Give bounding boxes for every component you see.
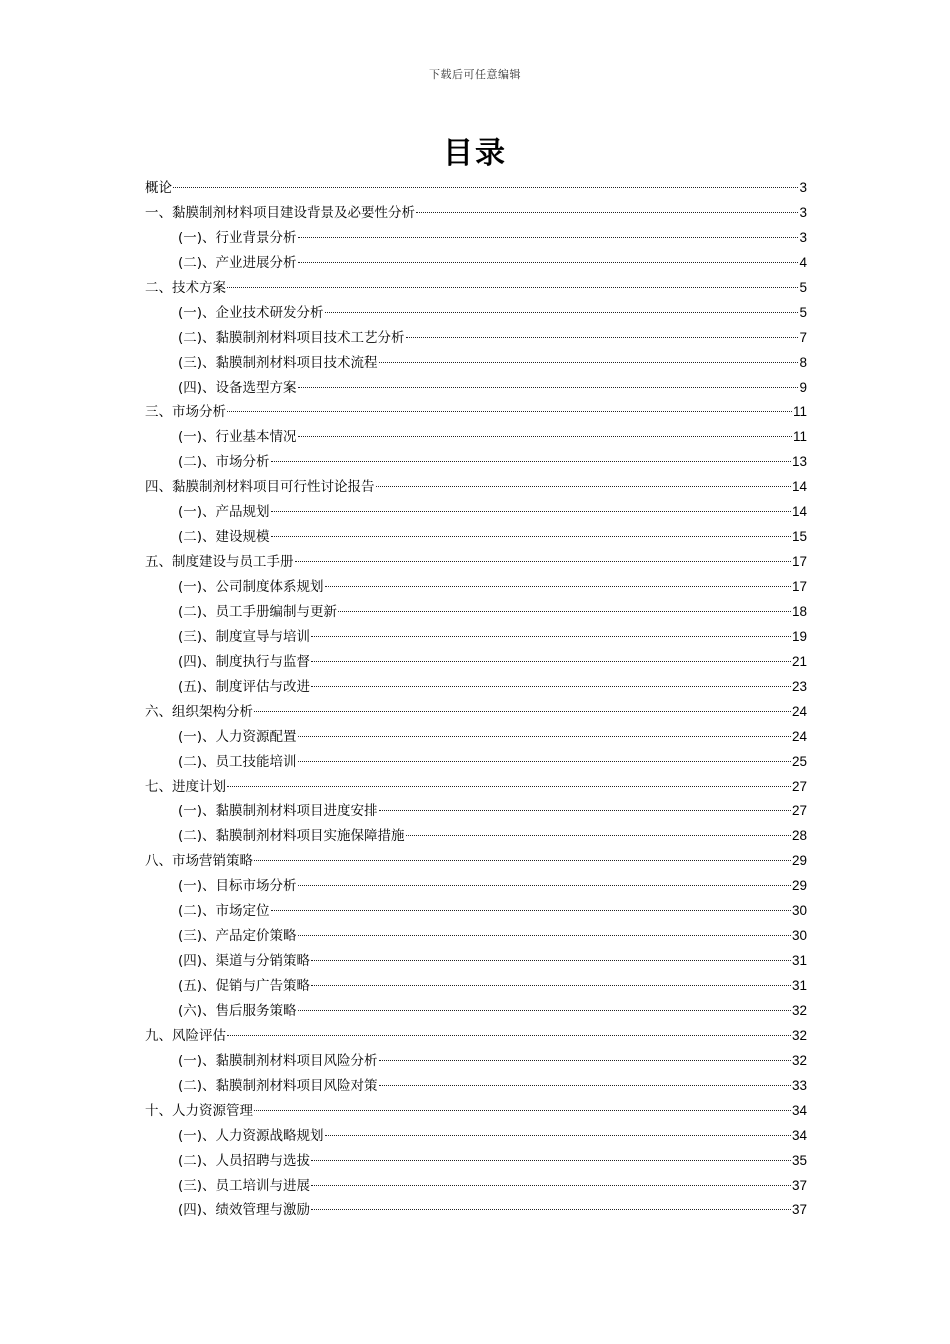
dot-leader	[379, 1085, 791, 1086]
toc-entry[interactable]	[145, 874, 807, 899]
toc-entry[interactable]	[145, 725, 807, 750]
dot-leader	[311, 1209, 791, 1210]
dot-leader	[298, 237, 799, 238]
dot-leader	[298, 736, 791, 737]
dot-leader	[298, 1010, 791, 1011]
toc-entry-label: (一)、人力资源战略规划	[178, 1127, 324, 1144]
toc-entry-page-number: 24	[791, 728, 807, 744]
toc-entry-page-number: 32	[791, 1002, 807, 1018]
toc-entry[interactable]	[145, 650, 807, 675]
toc-entry-page-number: 32	[791, 1052, 807, 1068]
toc-entry-page-number: 31	[791, 978, 807, 993]
toc-entry-label: (二)、员工技能培训	[178, 753, 297, 770]
toc-entry[interactable]	[145, 849, 807, 874]
dot-leader	[298, 262, 799, 263]
dot-leader	[298, 885, 791, 886]
toc-entry-page-number: 17	[791, 579, 807, 594]
dot-leader	[173, 187, 798, 188]
toc-entry-page-number: 9	[799, 379, 807, 395]
toc-entry-label: 四、黏膜制剂材料项目可行性讨论报告	[145, 479, 375, 496]
toc-entry-label: (一)、黏膜制剂材料项目风险分析	[178, 1052, 378, 1069]
toc-entry-label: 九、风险评估	[145, 1027, 226, 1044]
toc-entry[interactable]	[145, 176, 807, 201]
toc-entry[interactable]	[145, 824, 807, 849]
dot-leader	[227, 411, 792, 412]
toc-entry-page-number: 11	[792, 429, 807, 445]
dot-leader	[379, 810, 791, 811]
dot-leader	[298, 436, 792, 437]
toc-entry[interactable]	[145, 500, 807, 525]
toc-entry-label: 七、进度计划	[145, 778, 226, 795]
toc-entry-label: (四)、制度执行与监督	[178, 653, 311, 670]
toc-entry-page-number: 29	[791, 878, 807, 894]
toc-entry[interactable]	[145, 351, 807, 376]
toc-entry-label: (一)、公司制度体系规划	[178, 579, 324, 595]
toc-entry-page-number: 5	[799, 304, 807, 320]
toc-entry-label: (五)、促销与广告策略	[178, 978, 311, 994]
toc-entry[interactable]	[145, 226, 807, 251]
toc-entry[interactable]	[145, 400, 807, 425]
toc-entry[interactable]	[145, 376, 807, 401]
toc-entry-label: (二)、人员招聘与选拔	[178, 1152, 311, 1169]
dot-leader	[227, 786, 791, 787]
toc-entry[interactable]	[145, 201, 807, 226]
toc-entry-label: (四)、设备选型方案	[178, 379, 297, 396]
dot-leader	[325, 1135, 791, 1136]
dot-leader	[254, 711, 791, 712]
toc-entry[interactable]	[145, 1124, 807, 1149]
dot-leader	[271, 536, 791, 537]
toc-entry[interactable]	[145, 999, 807, 1024]
dot-leader	[416, 212, 798, 213]
toc-entry-label: (二)、产业进展分析	[178, 254, 297, 271]
toc-entry-label: 六、组织架构分析	[145, 703, 253, 720]
toc-entry-page-number: 18	[791, 603, 807, 619]
toc-entry-page-number: 3	[799, 204, 807, 220]
table-of-contents	[145, 176, 807, 1223]
toc-entry-page-number: 21	[791, 653, 807, 669]
dot-leader	[406, 337, 799, 338]
toc-entry-page-number: 32	[791, 1027, 807, 1043]
toc-entry[interactable]	[145, 450, 807, 475]
toc-entry-label: (四)、绩效管理与激励	[178, 1202, 311, 1219]
toc-title: 目录	[443, 136, 507, 171]
toc-entry[interactable]	[145, 475, 807, 500]
toc-entry[interactable]	[145, 425, 807, 450]
toc-entry[interactable]	[145, 1198, 807, 1223]
toc-entry-page-number: 11	[792, 404, 807, 420]
dot-leader	[406, 835, 791, 836]
dot-leader	[271, 511, 791, 512]
toc-entry[interactable]	[145, 775, 807, 800]
toc-entry[interactable]	[145, 1049, 807, 1074]
dot-leader	[298, 387, 799, 388]
toc-entry-label: 一、黏膜制剂材料项目建设背景及必要性分析	[145, 204, 415, 221]
toc-entry[interactable]	[145, 1174, 807, 1199]
toc-entry-page-number: 34	[791, 1127, 807, 1143]
toc-entry-label: (二)、员工手册编制与更新	[178, 603, 338, 620]
toc-entry[interactable]	[145, 974, 807, 999]
toc-entry[interactable]	[145, 550, 807, 575]
toc-entry-page-number: 17	[791, 554, 807, 570]
dot-leader	[338, 611, 791, 612]
toc-entry-label: 概论	[145, 180, 172, 196]
toc-entry-label: (三)、制度宣导与培训	[178, 628, 311, 645]
toc-entry-page-number: 25	[791, 753, 807, 769]
toc-entry[interactable]	[145, 1149, 807, 1174]
dot-leader	[311, 636, 791, 637]
toc-entry-label: 二、技术方案	[145, 279, 226, 296]
toc-entry-label: 八、市场营销策略	[145, 853, 253, 870]
dot-leader	[298, 761, 791, 762]
dot-leader	[325, 586, 791, 587]
toc-entry-page-number: 7	[799, 329, 807, 345]
dot-leader	[379, 1060, 791, 1061]
toc-entry-page-number: 8	[799, 354, 807, 370]
toc-entry[interactable]	[145, 625, 807, 650]
toc-entry-label: (三)、员工培训与进展	[178, 1177, 311, 1194]
toc-entry[interactable]	[145, 949, 807, 974]
toc-entry-label: 三、市场分析	[145, 404, 226, 421]
dot-leader	[325, 312, 799, 313]
toc-entry-page-number: 14	[791, 504, 807, 520]
toc-entry-label: (二)、市场分析	[178, 454, 270, 471]
dot-leader	[227, 1035, 791, 1036]
toc-entry[interactable]	[145, 276, 807, 301]
toc-entry-label: (二)、黏膜制剂材料项目风险对策	[178, 1077, 378, 1094]
toc-entry-label: (二)、黏膜制剂材料项目技术工艺分析	[178, 329, 405, 346]
dot-leader	[311, 960, 791, 961]
toc-entry-label: (五)、制度评估与改进	[178, 678, 311, 695]
toc-entry[interactable]	[145, 750, 807, 775]
toc-entry-page-number: 5	[799, 279, 807, 295]
toc-entry[interactable]	[145, 899, 807, 924]
toc-entry-page-number: 24	[791, 703, 807, 719]
toc-entry-label: (一)、黏膜制剂材料项目进度安排	[178, 803, 378, 820]
dot-leader	[298, 935, 791, 936]
dot-leader	[379, 362, 799, 363]
toc-entry-label: (一)、企业技术研发分析	[178, 304, 324, 321]
toc-entry-page-number: 37	[791, 1202, 807, 1218]
toc-entry-page-number: 27	[791, 803, 807, 819]
dot-leader	[254, 860, 791, 861]
header-note: 下载后可任意编辑	[429, 68, 521, 81]
toc-entry-page-number: 14	[791, 479, 807, 495]
toc-entry-page-number: 37	[791, 1177, 807, 1193]
toc-entry-label: 十、人力资源管理	[145, 1102, 253, 1119]
toc-entry-label: (一)、人力资源配置	[178, 728, 297, 745]
toc-entry-page-number: 30	[791, 903, 807, 919]
toc-entry-page-number: 23	[791, 678, 807, 694]
toc-entry-label: (三)、产品定价策略	[178, 928, 297, 945]
dot-leader	[227, 287, 798, 288]
toc-entry-page-number: 13	[791, 454, 807, 470]
toc-entry[interactable]	[145, 326, 807, 351]
toc-entry-page-number: 34	[791, 1102, 807, 1118]
dot-leader	[311, 985, 791, 986]
toc-entry[interactable]	[145, 675, 807, 700]
toc-entry-page-number: 3	[799, 229, 807, 245]
toc-entry-label: (一)、产品规划	[178, 504, 270, 521]
toc-entry-label: (二)、市场定位	[178, 903, 270, 920]
toc-entry-label: (四)、渠道与分销策略	[178, 953, 311, 970]
toc-entry[interactable]	[145, 600, 807, 625]
toc-entry[interactable]	[145, 525, 807, 550]
toc-entry[interactable]	[145, 1074, 807, 1099]
toc-entry-page-number: 33	[791, 1077, 807, 1093]
toc-entry-label: (六)、售后服务策略	[178, 1002, 297, 1019]
dot-leader	[311, 686, 791, 687]
dot-leader	[311, 1185, 791, 1186]
toc-entry-page-number: 27	[791, 778, 807, 794]
toc-entry-label: (二)、黏膜制剂材料项目实施保障措施	[178, 828, 405, 845]
toc-entry-page-number: 30	[791, 928, 807, 944]
toc-entry-page-number: 29	[791, 853, 807, 869]
toc-entry-page-number: 3	[799, 180, 807, 195]
toc-entry-page-number: 19	[791, 628, 807, 644]
toc-entry-page-number: 4	[799, 254, 807, 270]
toc-entry[interactable]	[145, 251, 807, 276]
toc-entry[interactable]	[145, 575, 807, 600]
toc-entry-label: (一)、目标市场分析	[178, 878, 297, 895]
toc-entry-label: (一)、行业背景分析	[178, 229, 297, 246]
toc-entry[interactable]	[145, 700, 807, 725]
toc-entry-page-number: 35	[791, 1152, 807, 1168]
dot-leader	[295, 561, 791, 562]
dot-leader	[271, 910, 791, 911]
toc-entry-page-number: 28	[791, 828, 807, 844]
toc-entry-label: 五、制度建设与员工手册	[145, 554, 294, 571]
dot-leader	[311, 1160, 791, 1161]
toc-entry-label: (一)、行业基本情况	[178, 429, 297, 446]
toc-entry[interactable]	[145, 799, 807, 824]
dot-leader	[311, 661, 791, 662]
toc-entry-page-number: 15	[791, 529, 807, 545]
toc-entry-label: (二)、建设规模	[178, 529, 270, 546]
dot-leader	[254, 1110, 791, 1111]
toc-entry[interactable]	[145, 924, 807, 949]
toc-entry-label: (三)、黏膜制剂材料项目技术流程	[178, 354, 378, 371]
toc-entry[interactable]	[145, 1099, 807, 1124]
dot-leader	[376, 486, 791, 487]
dot-leader	[271, 461, 791, 462]
toc-entry[interactable]	[145, 1024, 807, 1049]
toc-entry[interactable]	[145, 301, 807, 326]
toc-entry-page-number: 31	[791, 953, 807, 969]
